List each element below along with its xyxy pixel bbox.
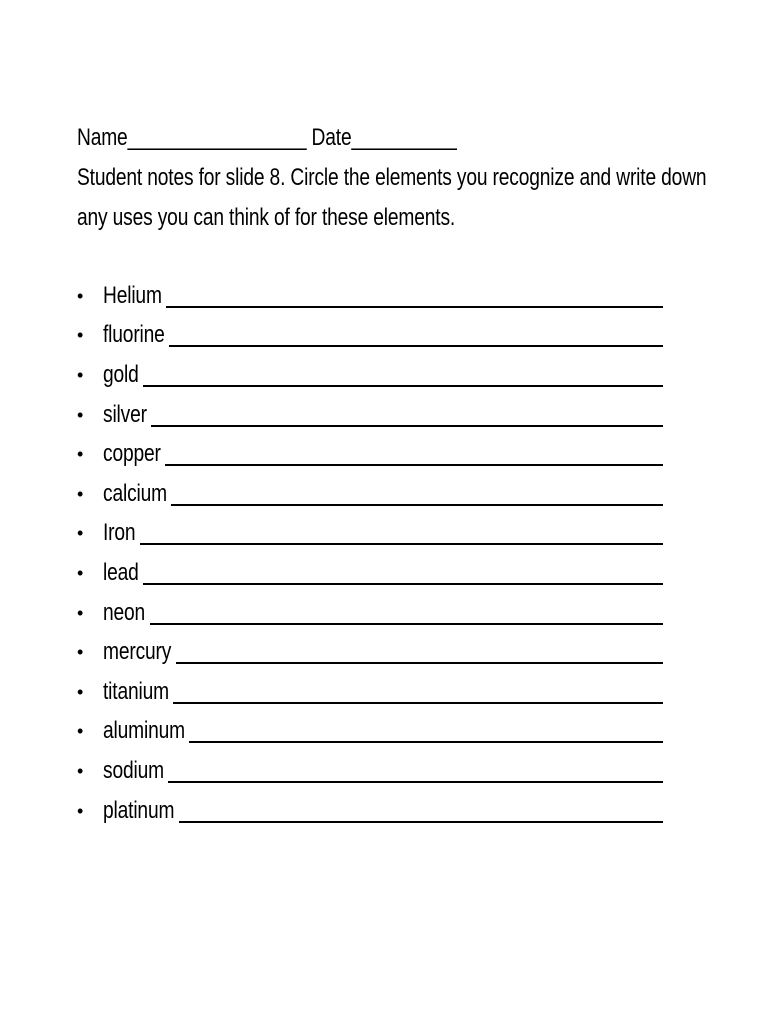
element-label-wrap — [103, 796, 175, 826]
instructions-line-1 — [77, 158, 707, 198]
bullet-glyph: • — [77, 404, 84, 425]
instructions-line-2 — [77, 198, 692, 238]
answer-blank-line — [165, 464, 663, 466]
bullet-glyph: • — [77, 523, 84, 544]
element-row — [103, 320, 663, 350]
element-row — [103, 439, 663, 469]
answer-blank-line — [143, 385, 663, 387]
bullet-glyph: • — [77, 760, 84, 781]
element-label-wrap — [103, 479, 167, 509]
answer-blank-line — [169, 345, 663, 347]
element-row — [103, 281, 663, 311]
list-item — [77, 276, 692, 316]
element-name: platinum — [103, 796, 175, 824]
element-row — [103, 558, 663, 588]
answer-blank-line — [150, 623, 663, 625]
bullet-glyph: • — [77, 800, 84, 821]
element-name: Helium — [103, 281, 162, 309]
element-row — [103, 716, 663, 746]
element-name: sodium — [103, 756, 164, 784]
element-name: lead — [103, 558, 139, 586]
element-name: calcium — [103, 479, 167, 507]
element-label-wrap — [103, 677, 169, 707]
instructions-text-1: Student notes for slide 8. Circle the elements you recognize and write down — [77, 164, 707, 191]
answer-blank-line — [173, 702, 663, 704]
list-item — [77, 395, 692, 435]
bullet-glyph: • — [77, 642, 84, 663]
element-label-wrap — [103, 400, 147, 430]
bullet-glyph: • — [77, 444, 84, 465]
element-name: gold — [103, 360, 139, 388]
list-item — [77, 791, 692, 831]
element-row — [103, 677, 663, 707]
answer-blank-line — [166, 306, 663, 308]
element-name: fluorine — [103, 321, 165, 349]
element-row — [103, 479, 663, 509]
element-name: silver — [103, 400, 147, 428]
element-row — [103, 518, 663, 548]
bullet-glyph: • — [77, 483, 84, 504]
list-item — [77, 672, 692, 712]
answer-blank-line — [179, 821, 663, 823]
bullet-glyph: • — [77, 721, 84, 742]
answer-blank-line — [168, 781, 663, 783]
element-label-wrap — [103, 756, 164, 786]
element-name: neon — [103, 598, 146, 626]
answer-blank-line — [140, 543, 663, 545]
element-name: titanium — [103, 677, 169, 705]
element-label-wrap — [103, 439, 161, 469]
bullet-glyph: • — [77, 364, 84, 385]
list-item — [77, 632, 692, 672]
element-label-wrap — [103, 716, 185, 746]
element-name: Iron — [103, 519, 136, 547]
element-label-wrap — [103, 281, 162, 311]
bullet-glyph: • — [77, 325, 84, 346]
element-label-wrap — [103, 360, 139, 390]
instructions — [77, 158, 707, 238]
element-row — [103, 796, 663, 826]
element-list — [77, 276, 692, 830]
element-name: mercury — [103, 638, 172, 666]
instructions-text-2: any uses you can think of for these elements. — [77, 204, 456, 231]
element-name: aluminum — [103, 717, 185, 745]
element-row — [103, 637, 663, 667]
element-label-wrap — [103, 320, 165, 350]
list-item — [77, 514, 692, 554]
element-label-wrap — [103, 598, 146, 628]
bullet-glyph: • — [77, 681, 84, 702]
list-item — [77, 316, 692, 356]
element-name: copper — [103, 440, 161, 468]
element-row — [103, 756, 663, 786]
list-item — [77, 751, 692, 791]
element-label-wrap — [103, 518, 136, 548]
list-item — [77, 593, 692, 633]
list-item — [77, 712, 692, 752]
name-date-line — [77, 118, 692, 158]
bullet-glyph: • — [77, 602, 84, 623]
element-label-wrap — [103, 558, 139, 588]
element-row — [103, 400, 663, 430]
element-label-wrap — [103, 637, 172, 667]
answer-blank-line — [143, 583, 663, 585]
list-item — [77, 553, 692, 593]
bullet-glyph: • — [77, 285, 84, 306]
element-row — [103, 598, 663, 628]
list-item — [77, 474, 692, 514]
list-item — [77, 355, 692, 395]
answer-blank-line — [171, 504, 663, 506]
name-date-text: Name_________________ Date__________ — [77, 124, 457, 151]
element-row — [103, 360, 663, 390]
worksheet-content — [77, 118, 707, 830]
answer-blank-line — [189, 741, 663, 743]
list-item — [77, 434, 692, 474]
bullet-glyph: • — [77, 562, 84, 583]
answer-blank-line — [176, 662, 663, 664]
answer-blank-line — [151, 425, 663, 427]
